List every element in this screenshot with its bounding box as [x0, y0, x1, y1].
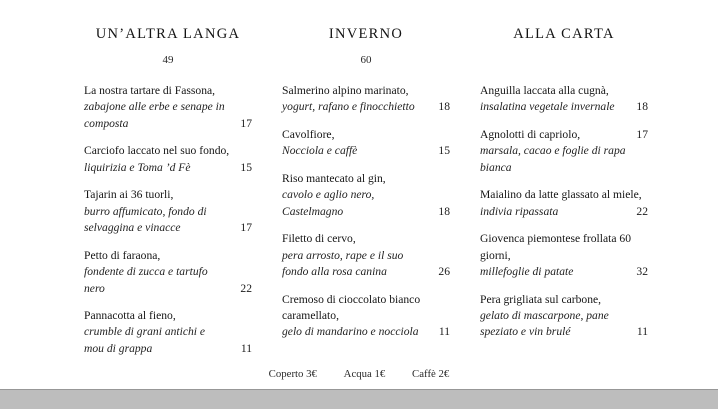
- footer-note: [0, 368, 718, 380]
- item-description: gelo di mandarino e nocciola: [282, 325, 419, 339]
- item-description-row: [282, 187, 450, 220]
- item-description-row: [84, 160, 252, 176]
- item-name: Cavolfiore,: [282, 127, 335, 141]
- item-price: 15: [240, 160, 252, 174]
- footer-coperto: Coperto 3€: [268, 368, 317, 380]
- item-description-row: [480, 143, 648, 176]
- menu-item: [84, 83, 252, 132]
- item-description: gelato di mascarpone, pane speziato e vin brulé: [480, 308, 609, 339]
- column-title: INVERNO: [328, 26, 404, 42]
- item-price: 18: [636, 100, 648, 114]
- item-description: burro affumicato, fondo di selvaggina e vinacce: [84, 204, 207, 235]
- item-description-row: [480, 204, 648, 220]
- menu-item: [84, 143, 252, 176]
- menu-item: [480, 292, 648, 341]
- item-name: Cremoso di cioccolato bianco caramellato,: [282, 292, 421, 322]
- item-description: yogurt, rafano e finocchietto: [282, 100, 415, 114]
- item-description: insalatina vegetale invernale: [480, 100, 615, 114]
- item-description: pera arrosto, rape e il suo fondo alla rosa canina: [282, 248, 404, 279]
- item-price: 15: [438, 144, 450, 158]
- menu-item: [84, 187, 252, 236]
- item-description: cavolo e aglio nero, Castelmagno: [282, 188, 375, 218]
- item-description: millefoglie di patate: [480, 265, 574, 279]
- item-name: Filetto di cervo,: [282, 232, 356, 246]
- item-name: Salmerino alpino marinato,: [282, 84, 409, 97]
- menu-column-inverno: [282, 26, 450, 368]
- footer-caffe: Caffè 2€: [412, 368, 450, 380]
- menu-item: [84, 308, 252, 357]
- item-description: indivia ripassata: [480, 204, 559, 218]
- item-description-row: [84, 264, 252, 297]
- item-price: 18: [438, 204, 450, 218]
- item-price: 18: [438, 100, 450, 114]
- item-name: Pannacotta al fieno,: [84, 308, 176, 322]
- item-description-row: [84, 204, 252, 237]
- column-title: UN’ALTRA LANGA: [95, 26, 241, 42]
- item-description-row: [84, 324, 252, 357]
- column-price-label: 60: [360, 54, 372, 66]
- item-description: fondente di zucca e tartufo nero: [84, 265, 208, 295]
- item-name: Anguilla laccata alla cugnà,: [480, 84, 609, 97]
- bottom-bar: [0, 389, 718, 409]
- column-price-label: [480, 54, 648, 68]
- menu-item: [282, 292, 450, 341]
- menu-item: [480, 187, 648, 220]
- item-name: Carciofo laccato nel suo fondo,: [84, 144, 230, 158]
- item-description-row: [84, 99, 252, 132]
- item-description-row: [480, 264, 648, 280]
- item-price: 22: [636, 204, 648, 218]
- item-description: crumble di grani antichi e mou di grappa: [84, 325, 206, 355]
- footer-acqua: Acqua 1€: [343, 368, 386, 380]
- column-price-label: 49: [162, 54, 174, 66]
- item-price: 32: [636, 265, 648, 279]
- item-description-row: [480, 99, 648, 115]
- menu-column-unaltra-langa: [84, 26, 252, 368]
- menu-column-alla-carta: [480, 26, 648, 368]
- menu-item: [84, 248, 252, 297]
- item-name: Pera grigliata sul carbone,: [480, 292, 602, 306]
- menu-item: [480, 231, 648, 280]
- item-description-row: [282, 248, 450, 281]
- menu-item: [282, 171, 450, 220]
- item-price: 26: [438, 265, 450, 279]
- item-price: 17: [636, 127, 648, 141]
- item-description-row: [480, 308, 648, 341]
- menu-item: [282, 231, 450, 280]
- item-name: Giovenca piemontese frollata 60 giorni,: [480, 232, 631, 262]
- item-price: 11: [240, 341, 252, 355]
- item-description-row: [282, 324, 450, 340]
- column-title: ALLA CARTA: [513, 26, 615, 42]
- menu-item: [282, 83, 450, 116]
- item-name: [480, 127, 648, 143]
- item-price: 22: [240, 281, 252, 295]
- item-description: Nocciola e caffè: [282, 144, 358, 158]
- item-description-row: [282, 99, 450, 115]
- item-price: 11: [438, 325, 450, 339]
- item-name: Petto di faraona,: [84, 248, 161, 262]
- item-name: Tajarin ai 36 tuorli,: [84, 188, 174, 202]
- item-description: liquirizia e Toma ’d Fè: [84, 160, 191, 174]
- item-price: 11: [636, 325, 648, 339]
- item-name: La nostra tartare di Fassona,: [84, 84, 216, 97]
- item-name: Maialino da latte glassato al miele,: [480, 188, 642, 202]
- menu-item: [480, 83, 648, 116]
- item-description-row: [282, 143, 450, 159]
- item-name-text: Agnolotti di capriolo,: [480, 127, 581, 141]
- item-description: marsala, cacao e foglie di rapa bianca: [480, 144, 626, 174]
- item-price: 17: [240, 116, 252, 130]
- item-description: zabajone alle erbe e senape in composta: [84, 100, 225, 130]
- menu-item: [282, 127, 450, 160]
- item-price: 17: [240, 221, 252, 235]
- menu-item: [480, 127, 648, 176]
- item-name: Riso mantecato al gin,: [282, 171, 386, 185]
